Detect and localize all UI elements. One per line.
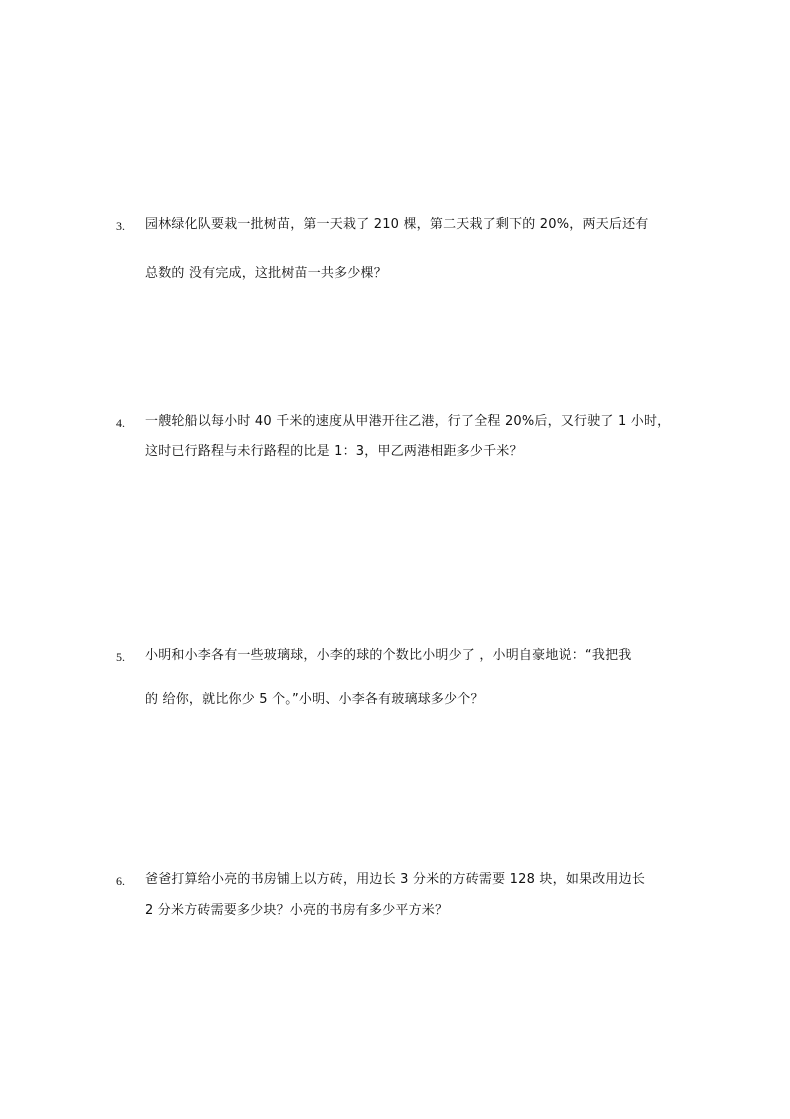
question-5-line-1: 小明和小李各有一些玻璃球，小李的球的个数比小明少了 ，小明自豪地说：“我把我 [145,648,632,663]
question-5-number: 5. [116,650,125,664]
question-4-number: 4. [116,416,125,430]
question-4-line-1: 一艘轮船以每小时 40 千米的速度从甲港开往乙港，行了全程 20%后，又行驶了 1 小时， [145,414,671,429]
question-5-line-2: 的 给你，就比你少 5 个。”小明、小李各有玻璃球多少个？ [145,692,484,707]
question-3-line-1: 园林绿化队要栽一批树苗，第一天栽了 210 棵，第二天栽了剩下的 20%，两天后还有 [145,217,649,232]
question-6-line-1: 爸爸打算给小亮的书房铺上以方砖，用边长 3 分米的方砖需要 128 块，如果改用边长 [145,872,646,887]
question-4-line-2: 这时已行路程与未行路程的比是 1：3，甲乙两港相距多少千米？ [145,444,523,459]
question-6-line-2: 2 分米方砖需要多少块？小亮的书房有多少平方米？ [145,903,449,918]
question-6-number: 6. [116,874,125,888]
question-3-line-2: 总数的 没有完成，这批树苗一共多少棵？ [145,266,387,281]
question-3-number: 3. [116,219,125,233]
